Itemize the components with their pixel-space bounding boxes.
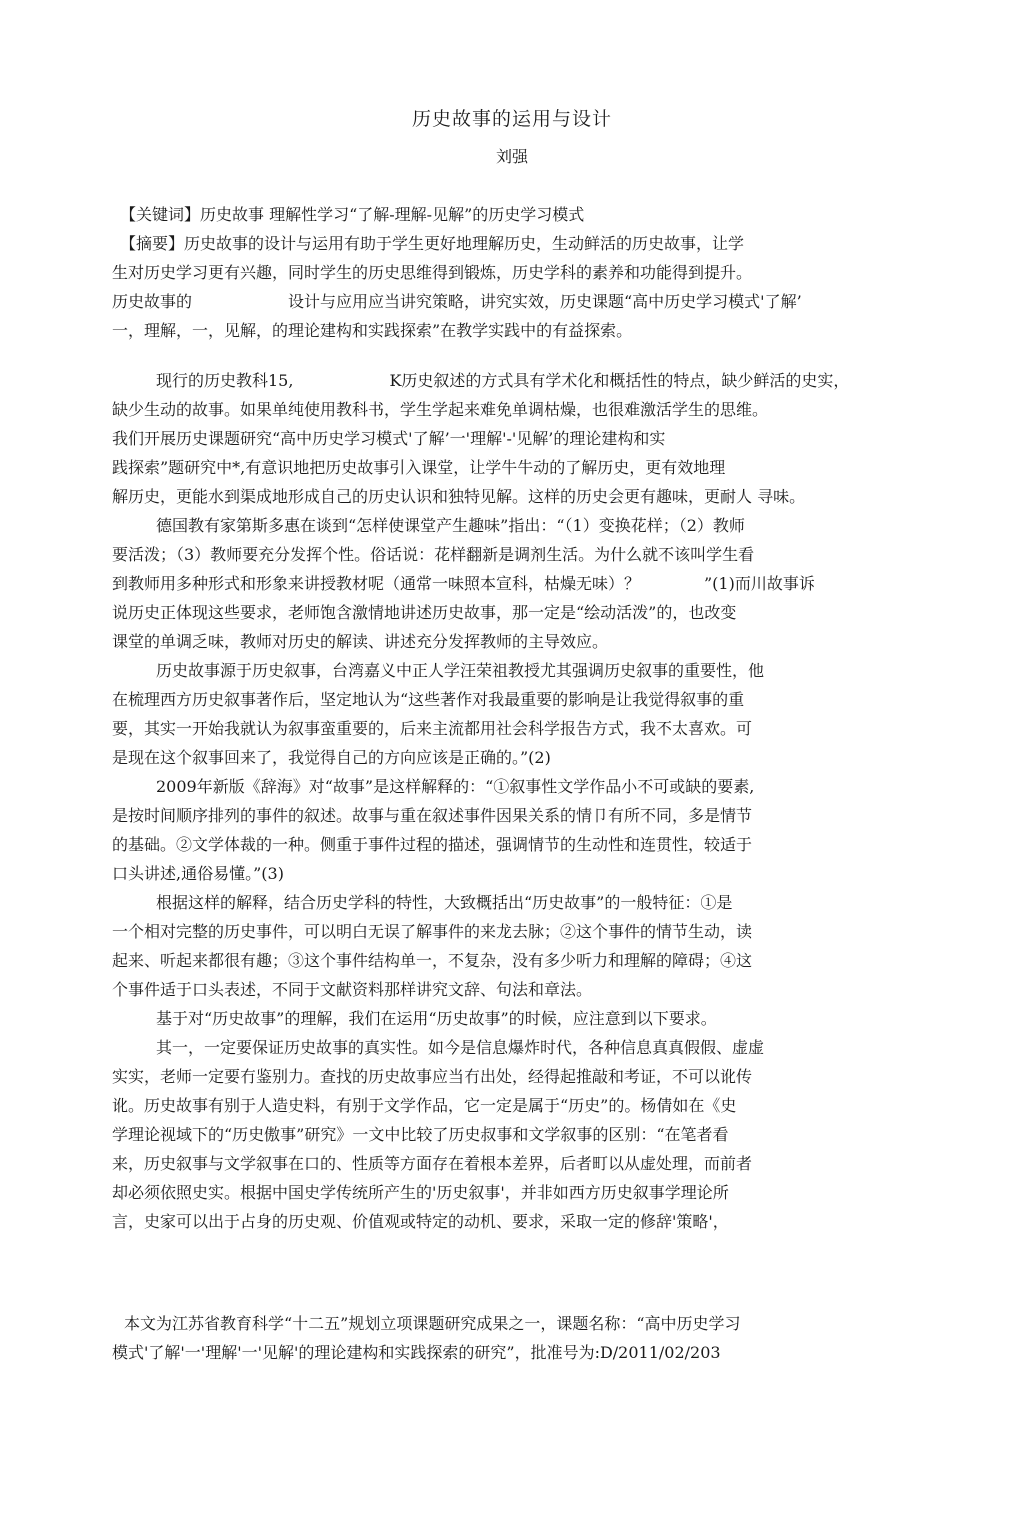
section-gap xyxy=(112,345,912,366)
paragraph-line: 个事件适于口头表述，不同于文献资料那样讲究文辞、句法和章法。 xyxy=(112,980,593,999)
paragraph-line: 在梳理西方历史叙事著作后，坚定地认为“这些著作对我最重要的影响是让我觉得叙事的重 xyxy=(112,690,745,709)
document-title: 历史故事的运用与设计 xyxy=(411,108,612,130)
paragraph-line: 言，史家可以出于占身的历史观、价值观或特定的动机、要求，采取一定的修辞'策略'， xyxy=(112,1212,729,1231)
paragraph-line: 是现在这个叙事回来了，我觉得自己的方向应该是正确的。”(2) xyxy=(112,748,551,767)
footnote-line: 模式'了解'一'理解'一'见解'的理论建构和实践探索的研究”，批准号为:D/2011/02/203 xyxy=(112,1343,721,1362)
paragraph-line: 其一，一定要保证历史故事的真实性。如今是信息爆炸时代，各种信息真真假假、虚虚 xyxy=(156,1038,765,1057)
paragraph-line: 说历史正体现这些要求，老师饱含激情地讲述历史故事，那一定是“绘动活泼”的，也改变 xyxy=(112,603,737,622)
paragraph-line: 我们开展历史课题研究“高中历史学习模式'了解’一'理解'-'见解’的理论建构和实 xyxy=(112,429,666,448)
paragraph-line: 学理论视域下的“历史傲事”研究》一文中比较了历史叔事和文学叙事的区别：“在笔者看 xyxy=(112,1125,729,1144)
abstract-line: 生对历史学习更有兴趣，同时学生的历史思维得到锻炼，历史学科的素养和功能得到提升。 xyxy=(112,263,753,282)
paragraph-line: 根据这样的解释，结合历史学科的特性，大致概括出“历史故事”的一般特征：①是 xyxy=(156,893,733,912)
paragraph-line: 却必须依照史实。根据中国史学传统所产生的'历史叙事'，并非如西方历史叙事学理论所 xyxy=(112,1183,729,1202)
document-body xyxy=(112,200,912,1367)
paragraph-line: 现行的历史教科15, K历史叙述的方式具有学术化和概括性的特点，缺少鲜活的史实， xyxy=(156,371,850,390)
paragraph-line: 2009年新版《辞海》对“故事”是这样解释的：“①叙事性文学作品小不可或缺的要素, xyxy=(156,777,755,796)
abstract-line: 【摘要】历史故事的设计与运用有助于学生更好地理解历史，生动鲜活的历史故事，让学 xyxy=(120,234,745,253)
paragraph-line: 基于对“历史故事”的理解，我们在运用“历史故事”的时候，应注意到以下要求。 xyxy=(156,1009,717,1028)
keywords-line: 【关键词】历史故事 理解性学习“了解-理解-见解”的历史学习模式 xyxy=(120,205,585,224)
paragraph-line: 讹。历史故事有别于人造史料，有别于文学作品，它一定是属于“历史”的。杨倩如在《史 xyxy=(112,1096,737,1115)
abstract-line: 一，理解，一，见解，的理论建构和实践探索”在教学实践中的有益探索。 xyxy=(112,321,633,340)
paragraph-line: 要，其实一开始我就认为叙事蛮重要的，后来主流都用社会科学报告方式，我不太喜欢。可 xyxy=(112,719,753,738)
paragraph-line: 的基础。②文学体裁的一种。侧重于事件过程的描述，强调情节的生动性和连贯性，较适于 xyxy=(112,835,753,854)
paragraph-line: 来，历史叙事与文学叙事在口的、性质等方面存在着根本差界，后者町以从虚处理，而前者 xyxy=(112,1154,753,1173)
paragraph-line: 德国教有家第斯多惠在谈到“怎样使课堂产生趣味”指出：“（1）变换花样；（2）教师 xyxy=(156,516,745,535)
document-author: 刘强 xyxy=(495,147,528,166)
paragraph-line: 缺少生动的故事。如果单纯使用教科书，学生学起来难免单调枯燥，也很难激活学生的思维。 xyxy=(112,400,769,419)
paragraph-line: 口头讲述,通俗易懂。”(3) xyxy=(112,864,284,883)
footnote-line: 本文为江苏省教育科学“十二五”规划立项课题研究成果之一，课题名称：“高中历史学习 xyxy=(124,1314,741,1333)
paragraph-line: 解历史，更能水到渠成地形成自己的历史认识和独特见解。这样的历史会更有趣味，更耐人 寻味。 xyxy=(112,487,806,506)
paragraph-line: 到教师用多种形式和形象来讲授教材呢（通常一味照本宣科，枯燥无味）？ ”(1)而川故事诉 xyxy=(112,574,815,593)
paragraph-line: 践探索”题研究中*,有意识地把历史故事引入课堂，让学牛牛动的了解历史，更有效地理 xyxy=(112,458,726,477)
paragraph-line: 课堂的单调乏味，教师对历史的解读、讲述充分发挥教师的主导效应。 xyxy=(112,632,609,651)
paragraph-line: 实实，老师一定要冇鉴别力。查找的历史故事应当冇出处，经得起推敲和考证，不可以讹传 xyxy=(112,1067,753,1086)
paragraph-line: 历史故事源于历史叙事，台湾嘉义中正人学汪荣祖教授尤其强调历史叙事的重要性，他 xyxy=(156,661,765,680)
abstract-line: 历史故事的 设计与应用应当讲究策略，讲究实效，历史课题“高中历史学习模式'了解’ xyxy=(112,292,802,311)
paragraph-line: 起来、听起来都很有趣；③这个事件结构单一，不复杂，没有多少听力和理解的障碍；④这 xyxy=(112,951,753,970)
paragraph-line: 要活泼；（3）教师要充分发挥个性。俗话说：花样翻新是调剂生活。为什么就不该叫学生看 xyxy=(112,545,755,564)
paragraph-line: 一个相对完整的历史事件，可以明白无误了解事件的来龙去脉；②这个事件的情节生动，读 xyxy=(112,922,753,941)
footnote-gap xyxy=(112,1236,912,1309)
paragraph-line: 是按时间顺序排列的事件的叙述。故事与重在叙述事件因果关系的情卩有所不同，多是情节 xyxy=(112,806,753,825)
